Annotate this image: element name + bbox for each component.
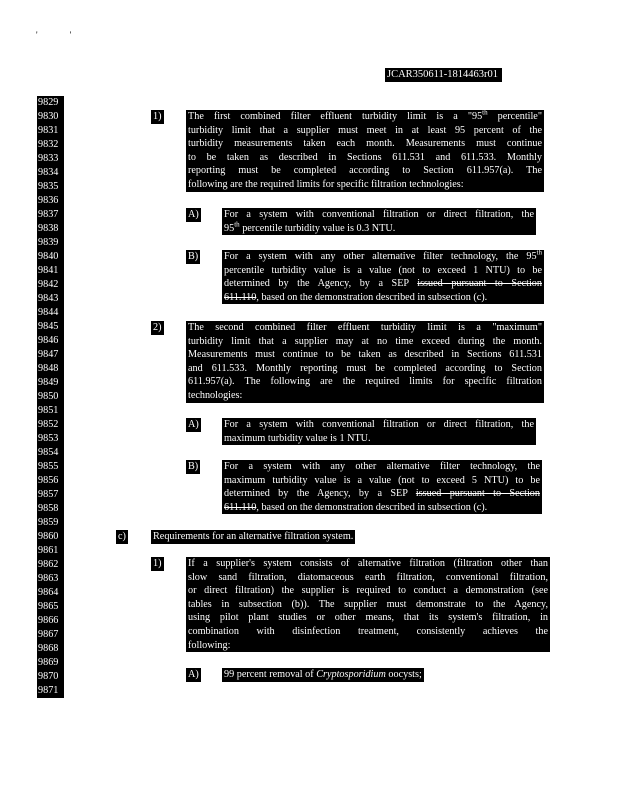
p1b-line-2: percentile turbidity value is a value (not to exceed 1 NTU) to be: [224, 264, 542, 276]
line-number: 9850: [37, 390, 64, 404]
label-1: 1): [153, 111, 162, 122]
line-number: 9862: [37, 558, 64, 572]
p2-line-4: and 611.533. Monthly reporting must be completed according to Section: [188, 362, 542, 374]
paragraph-1: [186, 110, 544, 192]
heading-c: [151, 530, 355, 544]
line-number: 9832: [37, 138, 64, 152]
p2-line-3: Measurements must continue to be taken as described in Sections 611.531: [188, 349, 542, 361]
p1-line-1: The first combined filter effluent turbidity limit is a "95: [188, 111, 483, 122]
line-number: 9849: [37, 376, 64, 390]
line-number: 9845: [37, 320, 64, 334]
line-number: 9863: [37, 572, 64, 586]
paragraph-1b: [222, 250, 544, 304]
paragraph-2b: [222, 460, 542, 514]
line-number: 9859: [37, 516, 64, 530]
line-number: 9869: [37, 656, 64, 670]
p1a-line-1: For a system with conventional filtration or direct filtration, the: [224, 209, 534, 220]
line-number: 9856: [37, 474, 64, 488]
line-number: 9839: [37, 236, 64, 250]
line-number: 9834: [37, 166, 64, 180]
line-number: 9857: [37, 488, 64, 502]
c1-line-4: tables in subsection (b)). The supplier must demonstrate to the Agency,: [188, 598, 548, 610]
p2b-line-4-post: , based on the demonstration described in subsection (c).: [256, 501, 488, 513]
line-number: 9866: [37, 614, 64, 628]
paragraph-2a: [222, 418, 536, 445]
p1b-line-4-strike: 611.110: [224, 291, 257, 303]
line-number: 9860: [37, 530, 64, 544]
line-number: 9835: [37, 180, 64, 194]
line-number: 9846: [37, 334, 64, 348]
c1a-post: oocysts;: [385, 669, 422, 680]
p2b-line-3-strike: issued pursuant to Section: [415, 488, 540, 500]
line-number: 9852: [37, 418, 64, 432]
p1-line-1-tail: percentile": [487, 111, 542, 122]
label-1a: A): [188, 209, 199, 220]
p2a-line-1: For a system with conventional filtration or direct filtration, the: [224, 419, 534, 430]
line-number: 9840: [37, 250, 64, 264]
p2b-line-2: maximum turbidity value is a value (not to exceed 5 NTU) to be: [224, 474, 540, 486]
label-2: 2): [153, 322, 162, 333]
paragraph-2: [186, 321, 544, 403]
p2-line-1: The second combined filter effluent turbidity limit is a "maximum": [188, 322, 542, 333]
p2b-line-4-strike: 611.110: [224, 501, 257, 513]
line-number: 9865: [37, 600, 64, 614]
label-c: c): [118, 531, 126, 542]
p2a-line-2: maximum turbidity value is 1 NTU.: [224, 432, 371, 444]
p1b-sup: th: [536, 248, 542, 257]
label-c1a: A): [188, 669, 199, 680]
line-number: 9829: [37, 96, 64, 110]
p1a-sup: th: [234, 220, 240, 229]
line-number: 9853: [37, 432, 64, 446]
paragraph-c1: [186, 557, 550, 652]
line-number: 9851: [37, 404, 64, 418]
line-number: 9838: [37, 222, 64, 236]
line-number: 9837: [37, 208, 64, 222]
p1-line-6: following are the required limits for specific filtration technologies:: [188, 178, 464, 190]
p1b-line-1: For a system with any other alternative filter technology, the 95: [224, 251, 537, 262]
c1a-pre: 99 percent removal of: [224, 669, 317, 680]
c1a-italic: Cryptosporidium: [316, 669, 386, 680]
line-number: 9836: [37, 194, 64, 208]
p2-line-6: technologies:: [188, 389, 243, 401]
line-number: 9843: [37, 292, 64, 306]
line-number: 9871: [37, 684, 64, 698]
label-c1: 1): [153, 558, 162, 569]
line-number: 9854: [37, 446, 64, 460]
p2-line-2: turbidity limit that a supplier may at no time exceed during the month.: [188, 335, 542, 347]
c1-line-6: combination with disinfection treatment, consistently achieves the: [188, 625, 548, 637]
line-number: 9833: [37, 152, 64, 166]
line-number: 9858: [37, 502, 64, 516]
line-number: 9844: [37, 306, 64, 320]
p1a-line-2-pre: 95: [224, 222, 235, 234]
c-heading: Requirements for an alternative filtration system.: [153, 531, 354, 542]
p1a-line-2-post: percentile turbidity value is 0.3 NTU.: [239, 222, 396, 234]
p2b-line-1: For a system with any other alternative filter technology, the: [224, 461, 540, 472]
p1b-line-3-pre: determined by the Agency, by a SEP: [224, 278, 418, 290]
line-number: 9864: [37, 586, 64, 600]
p1-line-3: turbidity measurements taken each month. Measurements must continue: [188, 138, 542, 150]
scan-marks: ' ': [36, 30, 72, 40]
line-number: 9867: [37, 628, 64, 642]
line-number: 9861: [37, 544, 64, 558]
line-number: 9870: [37, 670, 64, 684]
p1b-line-3-strike: issued pursuant to Section: [417, 278, 542, 290]
line-number: 9831: [37, 124, 64, 138]
line-number: 9847: [37, 348, 64, 362]
label-2a: A): [188, 419, 199, 430]
p2-line-5: 611.957(a). The following are the required limits for specific filtration: [188, 376, 542, 388]
p1-line-5: reporting must be completed according to Section 611.957(a). The: [188, 165, 542, 177]
p1-line-2: turbidity limit that a supplier must meet in at least 95 percent of the: [188, 124, 542, 136]
c1-line-1: If a supplier's system consists of alternative filtration (filtration other than: [188, 558, 548, 569]
c1-line-5: using pilot plant studies or other means, that its system's filtration, in: [188, 612, 548, 624]
p1-line-4: to be taken as described in Sections 611.531 and 611.533. Monthly: [188, 151, 542, 163]
c1-line-2: slow sand filtration, diatomaceous earth filtration, conventional filtration,: [188, 571, 548, 583]
line-number: 9842: [37, 278, 64, 292]
paragraph-1a: [222, 208, 536, 235]
p1b-line-4-post: , based on the demonstration described in subsection (c).: [256, 291, 488, 303]
line-number: 9868: [37, 642, 64, 656]
document-id: JCAR350611-1814463r01: [385, 68, 502, 82]
line-number: 9855: [37, 460, 64, 474]
p1-sup: th: [482, 108, 488, 117]
line-number: 9830: [37, 110, 64, 124]
c1-line-7: following:: [188, 639, 231, 651]
p2b-line-3-pre: determined by the Agency, by a SEP: [224, 488, 416, 500]
label-1b: B): [188, 251, 199, 262]
line-number: 9841: [37, 264, 64, 278]
label-2b: B): [188, 461, 199, 472]
c1-line-3: or direct filtration) the supplier is required to conduct a demonstration (see: [188, 585, 548, 597]
paragraph-c1a: [222, 668, 424, 682]
line-number: 9848: [37, 362, 64, 376]
